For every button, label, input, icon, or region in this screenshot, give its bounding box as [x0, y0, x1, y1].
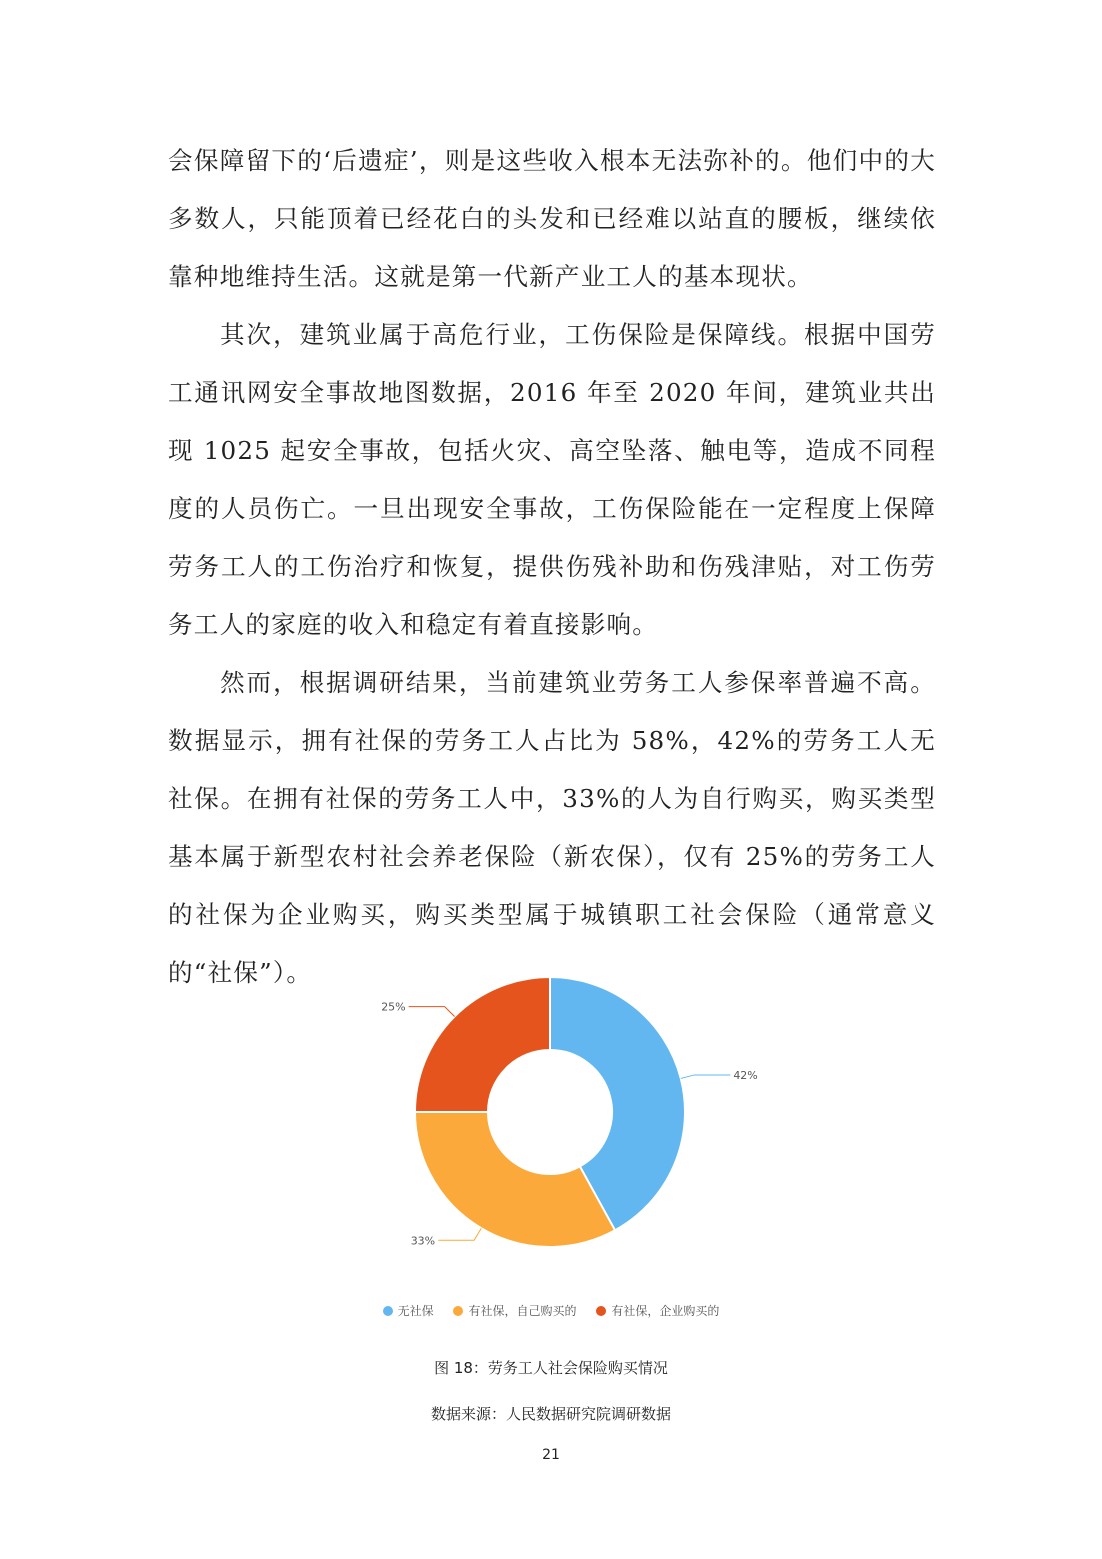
- data-label: 42%: [733, 1068, 758, 1082]
- leader-line: [409, 1007, 455, 1017]
- leader-line: [681, 1075, 731, 1078]
- data-label: 33%: [410, 1234, 436, 1248]
- donut-chart: [340, 962, 780, 1262]
- chart-legend: [0, 1302, 1102, 1319]
- legend-swatch: [596, 1306, 606, 1316]
- legend-label: 无社保: [397, 1304, 434, 1318]
- legend-label: 有社保，企业购买的: [611, 1304, 720, 1318]
- legend-item: [453, 1302, 576, 1319]
- legend-item: [383, 1302, 434, 1319]
- data-label: 25%: [381, 1000, 406, 1014]
- slice-self-purchased: [415, 1112, 615, 1247]
- leader-line: [438, 1228, 481, 1240]
- body-paragraph: 会保障留下的‘后遗症’，则是这些收入根本无法弥补的。他们中的大多数人，只能顶着已经花白的头发和已经难以站直的腰板，继续依靠种地维持生活。这就是第一代新产业工人的基本现状。: [168, 146, 936, 291]
- legend-swatch: [453, 1306, 463, 1316]
- figure-caption: 图 18：劳务工人社会保险购买情况: [434, 1359, 668, 1377]
- legend-label: 有社保，自己购买的: [468, 1304, 577, 1318]
- figure-source: 数据来源：人民数据研究院调研数据: [430, 1405, 671, 1423]
- page-number: 21: [542, 1447, 560, 1463]
- legend-swatch: [383, 1306, 393, 1316]
- slice-employer-purchased: [415, 977, 550, 1112]
- body-paragraph: 然而，根据调研结果，当前建筑业劳务工人参保率普遍不高。数据显示，拥有社保的劳务工人占比为 58%，42%的劳务工人无社保。在拥有社保的劳务工人中，33%的人为自行购买，购买类型基本属于新型农村社会养老保险（新农保），仅有 25%的劳务工人的社保为企业购买，购买类型属于城镇职工社会保险（通常意义的“社保”）。: [168, 668, 936, 987]
- legend-item: [596, 1302, 719, 1319]
- body-paragraph: 其次，建筑业属于高危行业，工伤保险是保障线。根据中国劳工通讯网安全事故地图数据，2016 年至 2020 年间，建筑业共出现 1025 起安全事故，包括火灾、高空坠落、触电等，造成不同程度的人员伤亡。一旦出现安全事故，工伤保险能在一定程度上保障劳务工人的工伤治疗和恢复，提供伤残补助和伤残津贴，对工伤劳务工人的家庭的收入和稳定有着直接影响。: [168, 320, 936, 639]
